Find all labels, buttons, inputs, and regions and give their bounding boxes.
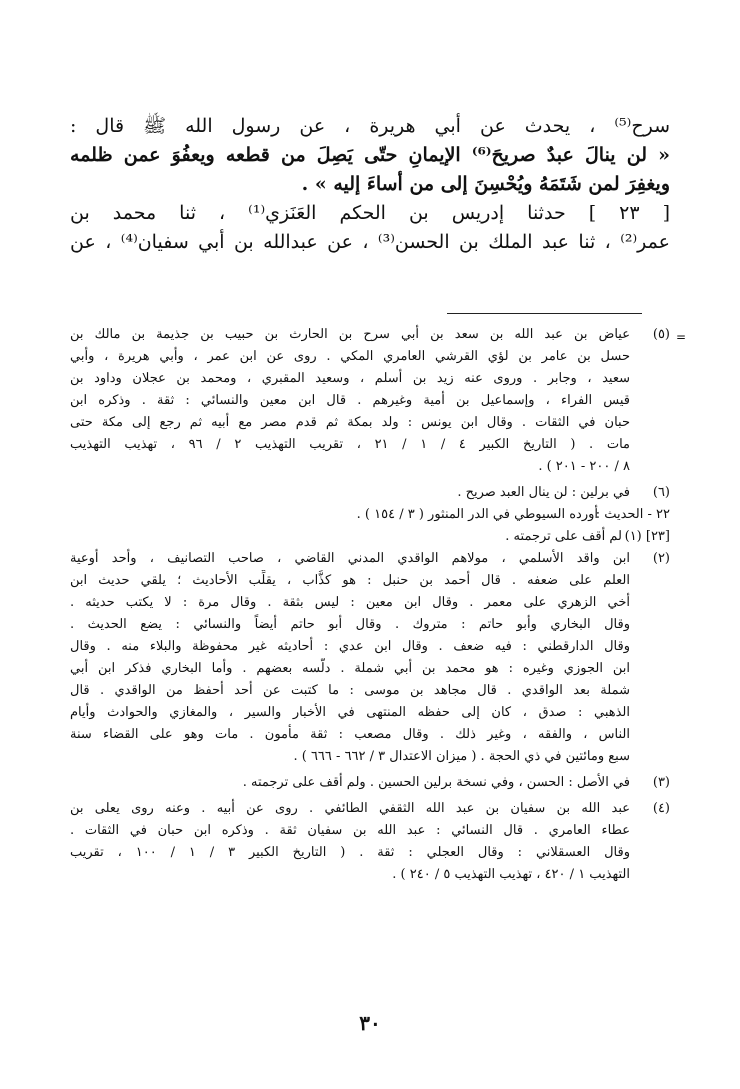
footnote-line: سعيد ، وجابر . وروى عنه زيد بن أسلم ، وسعيد المقبري ، ومحمد بن عجلان وداود بن xyxy=(70,371,630,386)
footnote-number: (٥) xyxy=(652,327,670,342)
continuation-marker: = xyxy=(676,330,687,344)
footnote-3 xyxy=(70,772,670,794)
footnote-line: أورده السيوطي في الدر المنثور ( ٣ / ١٥٤ ) . xyxy=(356,507,598,522)
footnote-line: حبان في الثقات . وقال ابن يونس : ولد بمكة ثم قدم مصر مع أبيه ثم رجع إلى مكة حتى xyxy=(70,415,630,430)
footnote-line: التهذيب ١ / ٤٢٠ ، تهذيب التهذيب ٥ / ٢٤٠ ) . xyxy=(392,867,630,882)
footnote-number: (٦) xyxy=(652,485,670,500)
footnote-line: ابن الجوزي وغيره : هو محمد بن أبي شملة . دلّسه بعضهم . وأما البخاري فذكر ابن أبي xyxy=(70,661,630,676)
footnote-4 xyxy=(70,798,670,886)
footnote-number: (٤) xyxy=(652,801,670,816)
main-line: سرح⁽⁵⁾ ، يحدث عن أبي هريرة ، عن رسول الله ﷺ قال : xyxy=(70,115,670,137)
footnote-line: وقال العسقلاني : وقال العجلي : ثقة . ( التاريخ الكبير ٣ / ١ / ١٠٠ ، تقريب xyxy=(70,845,630,860)
footnote-line: وقال الدارقطني : فيه ضعف . وقال ابن عدي : أحاديثه غير محفوظة والبلاء منه . وقال xyxy=(70,639,630,654)
footnote-line: عياض بن عبد الله بن سعد بن أبي سرح بن الحارث بن حبيب بن جذيمة بن مالك بن xyxy=(70,327,630,342)
footnote-number: (٣) xyxy=(652,775,670,790)
footnote-line: شملة بعد الواقدي . قال مجاهد بن موسى : ما كتبت عن أحد أحفظ من الواقدي . قال xyxy=(70,683,630,698)
hadith-22-note xyxy=(70,504,670,526)
footnotes xyxy=(70,324,670,886)
main-text xyxy=(70,112,670,257)
footnote-line: ابن واقد الأسلمي ، مولاهم الواقدي المدني القاضي ، صاحب التصانيف ، وأحد أوعية xyxy=(70,551,630,566)
footnote-23-1 xyxy=(70,526,670,548)
footnote-line: عطاء العامري . قال النسائي : عبد الله بن سفيان ثقة . وذكره ابن حبان في الثقات . xyxy=(70,823,630,838)
footnote-number: [٢٣] (١) xyxy=(624,529,670,544)
footnote-2 xyxy=(70,548,670,768)
footnote-line: ٨ / ٢٠٠ - ٢٠١ ) . xyxy=(538,459,630,474)
footnote-line: قيس الفراء ، وإسماعيل بن أمية وغيرهم . قال ابن معين والنسائي : ثقة . وذكره ابن xyxy=(70,393,630,408)
footnote-line: لم أقف على ترجمته . xyxy=(505,529,622,544)
footnote-line: أخي الزهري على معمر . وقال ابن معين : ليس بثقة . وقال مرة : لا يكتب حديثه . xyxy=(70,595,630,610)
footnote-number: (٢) xyxy=(652,551,670,566)
footnote-line: الذهبي : صدق ، كان إلى حفظه المنتهى في الأخبار والسير ، والمغازي والحوادث وأيام xyxy=(70,705,630,720)
footnote-6 xyxy=(70,482,670,504)
footnote-line: عبد الله بن سفيان بن عبد الله الثقفي الطائفي . روى عن أبيه . وعنه روى يعلى بن xyxy=(70,801,630,816)
footnote-line: العلم على ضعفه . قال أحمد بن حنبل : هو كذَّاب ، يقلِّب الأحاديث ؛ يلقي حديث ابن xyxy=(70,573,630,588)
main-line: عمر⁽²⁾ ، ثنا عبد الملك بن الحسن⁽³⁾ ، عن عبدالله بن أبي سفيان⁽⁴⁾ ، عن xyxy=(70,231,670,253)
hadith-line: « لن ينالَ عبدٌ صريحَ⁽⁶⁾ الإيمانِ حتّى يَصِلَ من قطعه ويعفُوَ عمن ظلمه xyxy=(70,144,670,166)
hadith-line: ويغفِرَ لمن شَتَمَهُ ويُحْسِنَ إلى من أساءَ إليه » . xyxy=(301,173,670,195)
footnote-line: حسل بن عامر بن لؤي القرشي العامري المكي . روى عن ابن عمر ، وأبي هريرة ، وأبي xyxy=(70,349,630,364)
footnote-line: في الأصل : الحسن ، وفي نسخة برلين الحسين . ولم أقف على ترجمته . xyxy=(242,775,630,790)
footnote-number: ٢٢ - الحديث : xyxy=(595,507,670,522)
main-line: [ ٢٣ ] حدثنا إدريس بن الحكم العَنَزي⁽¹⁾ ، ثنا محمد بن xyxy=(70,202,670,224)
footnote-line: مات . ( التاريخ الكبير ٤ / ١ / ٢١ ، تقريب التهذيب ٢ / ٩٦ ، تهذيب التهذيب xyxy=(70,437,630,452)
footnote-line: سبع ومائتين في ذي الحجة . ( ميزان الاعتدال ٣ / ٦٦٢ - ٦٦٦ ) . xyxy=(293,749,630,764)
footnote-separator xyxy=(447,313,642,314)
footnote-5 xyxy=(70,324,670,478)
footnote-line: وقال البخاري وأبو حاتم : متروك . وقال أبو حاتم أيضاً والنسائي : يضع الحديث . xyxy=(70,617,630,632)
page-number: ٣٠ xyxy=(359,1011,381,1035)
footnote-line: الناس ، والفقه ، وغير ذلك . وقال مصعب : ثقة مأمون . مات وهو على القضاء سنة xyxy=(70,727,630,742)
footnote-line: في برلين : لن ينال العبد صريح . xyxy=(457,485,630,500)
